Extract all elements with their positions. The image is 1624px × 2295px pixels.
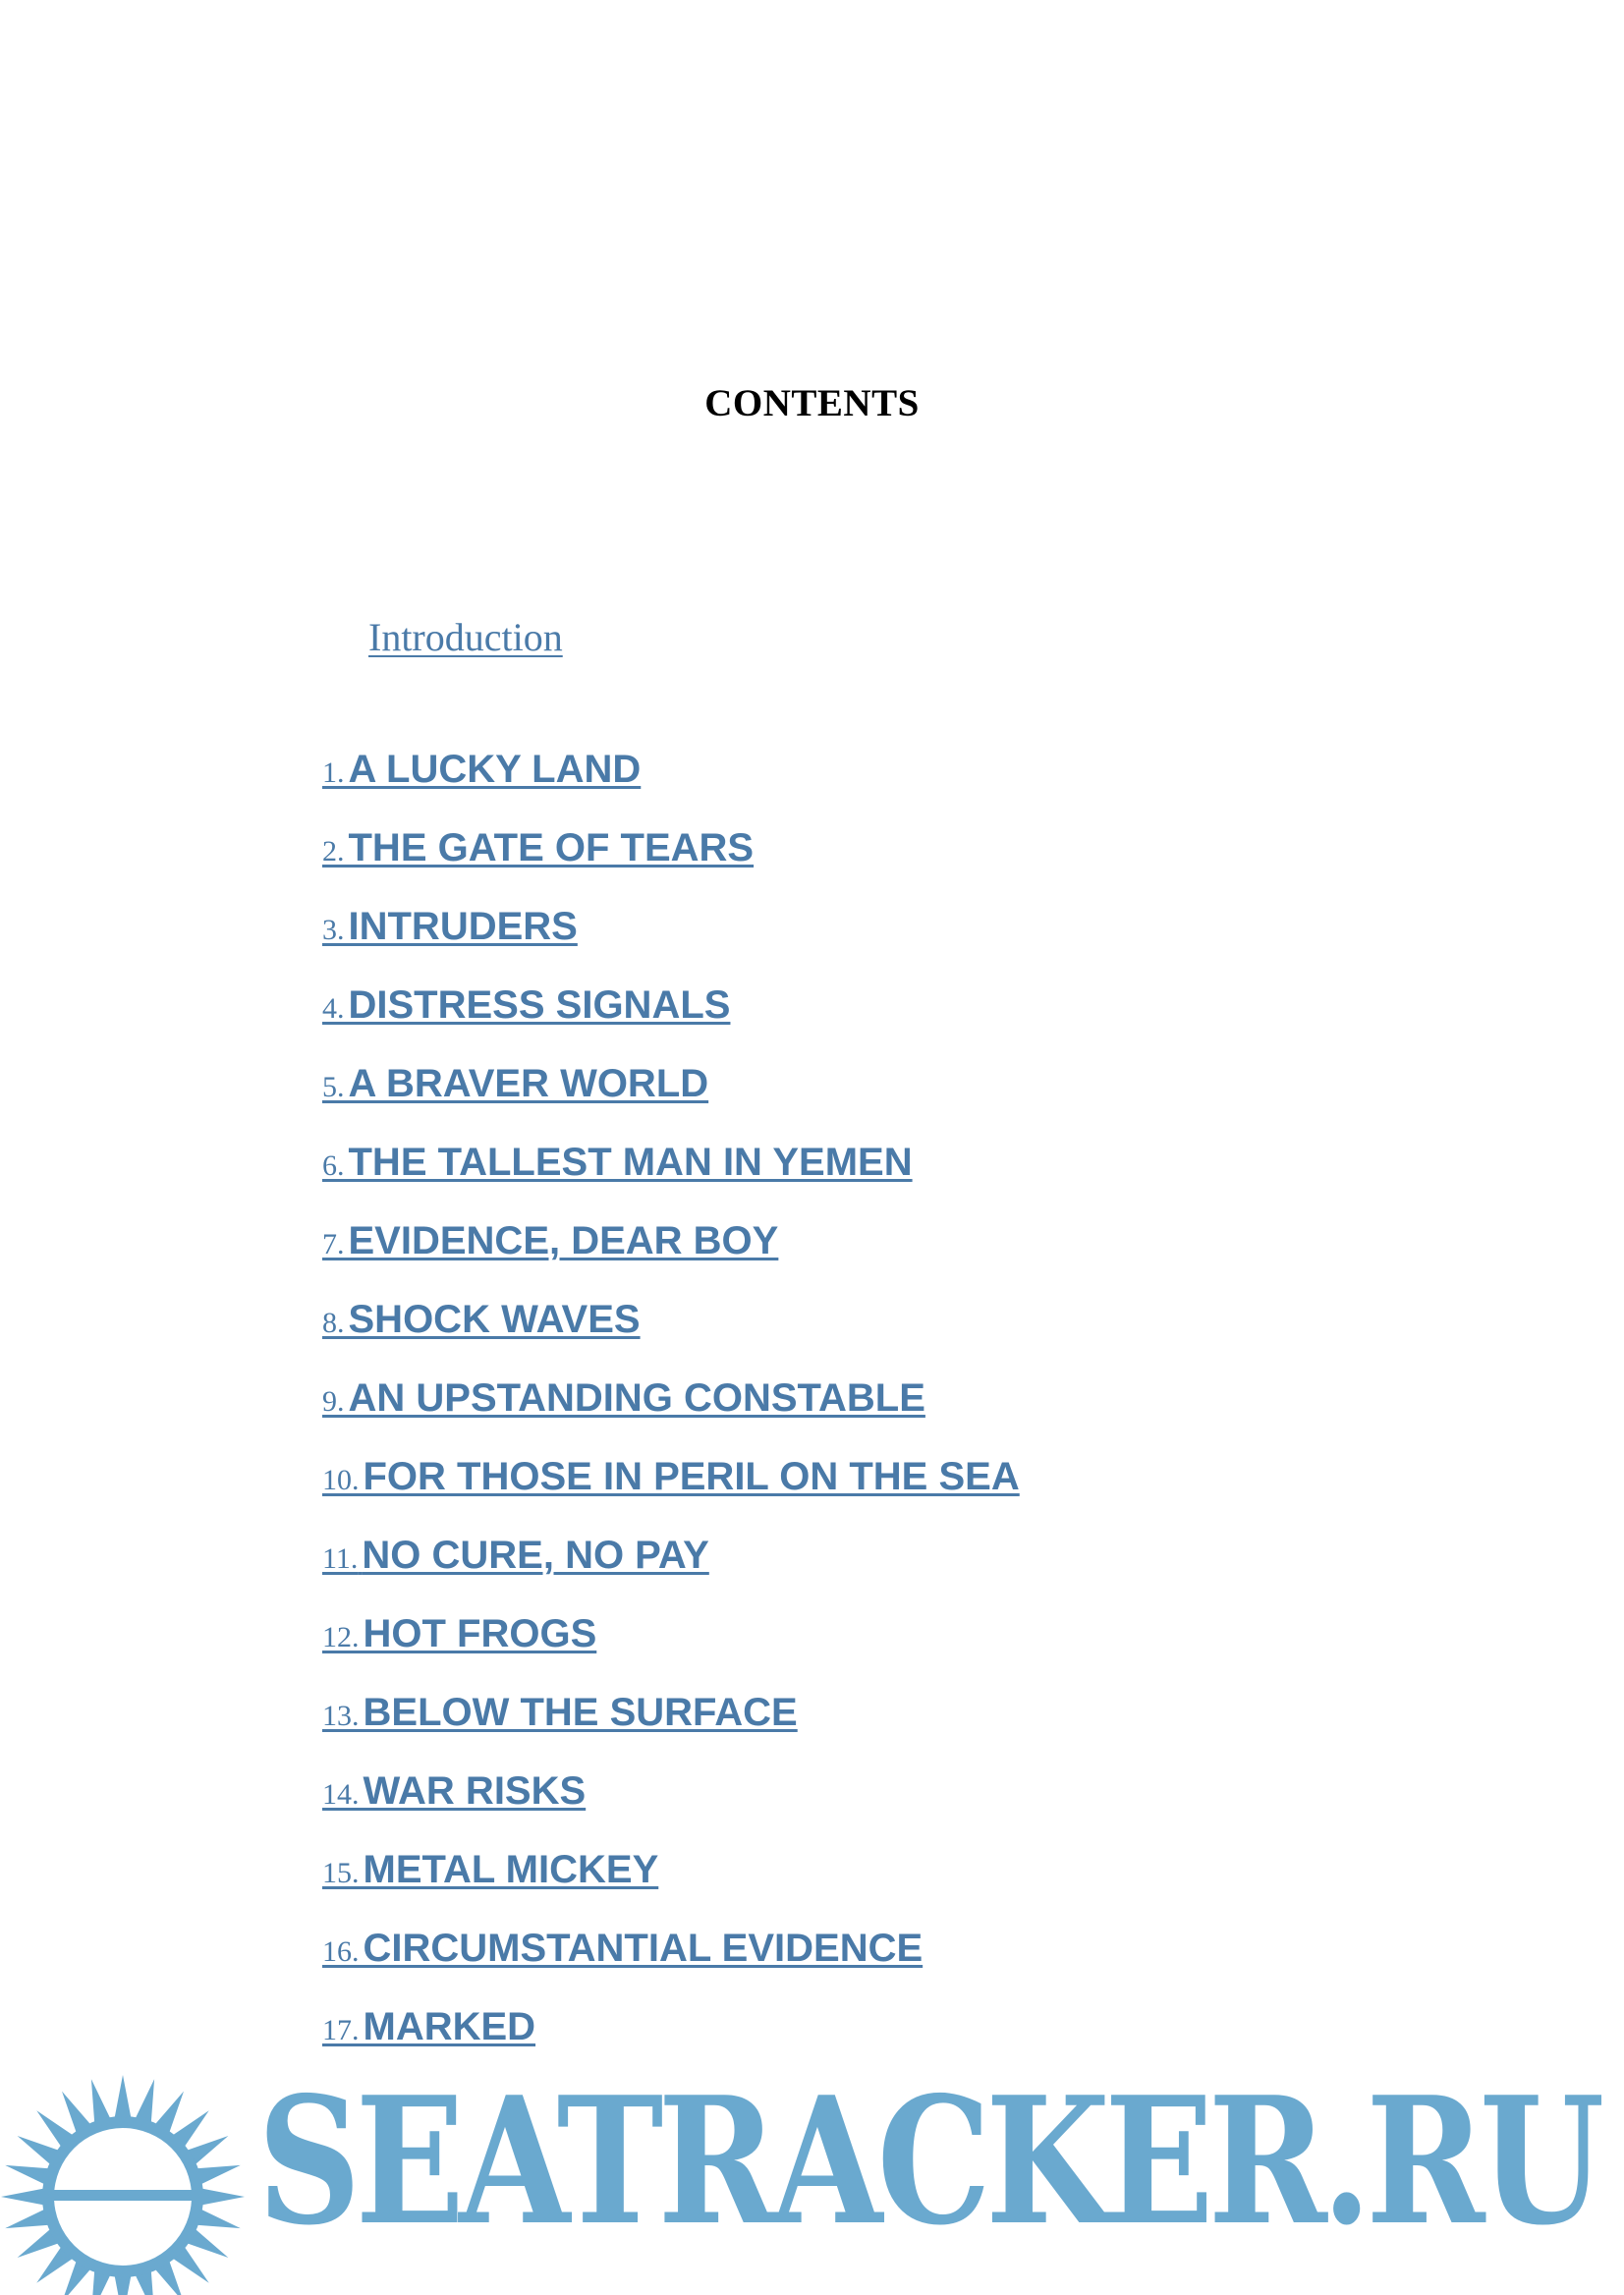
toc-link-chapter[interactable] (322, 1132, 1020, 1210)
toc-link-chapter[interactable] (322, 1682, 1020, 1761)
chapter-number: 8. (322, 1307, 345, 1339)
chapter-number: 11. (322, 1542, 359, 1575)
chapter-number: 17. (322, 2014, 360, 2046)
toc-link-chapter[interactable] (322, 1210, 1020, 1289)
toc-link-chapter[interactable] (322, 739, 1020, 817)
page-title: CONTENTS (704, 382, 920, 424)
chapter-number: 14. (322, 1778, 360, 1811)
chapter-number: 2. (322, 835, 345, 868)
chapter-number: 9. (322, 1385, 345, 1418)
chapter-title: HOT FROGS (363, 1612, 597, 1655)
chapter-title: NO CURE, NO PAY (362, 1534, 709, 1577)
chapter-title: SHOCK WAVES (348, 1298, 641, 1341)
chapter-number: 12. (322, 1621, 360, 1653)
toc-link-chapter[interactable] (322, 1446, 1020, 1525)
chapter-number: 16. (322, 1935, 360, 1968)
toc-link-chapter[interactable] (322, 975, 1020, 1053)
chapter-number: 1. (322, 756, 345, 789)
chapter-number: 13. (322, 1700, 360, 1732)
chapter-title: DISTRESS SIGNALS (348, 983, 731, 1027)
toc-link-chapter[interactable] (322, 817, 1020, 896)
toc-link-chapter[interactable] (322, 1918, 1020, 1996)
toc-link-chapter[interactable] (322, 896, 1020, 975)
chapter-number: 5. (322, 1071, 345, 1103)
chapter-title: EVIDENCE, DEAR BOY (348, 1219, 779, 1262)
chapter-title: WAR RISKS (363, 1769, 587, 1813)
chapter-number: 3. (322, 914, 345, 946)
chapter-number: 10. (322, 1464, 360, 1496)
toc-link-chapter[interactable] (322, 1289, 1020, 1368)
watermark-logo-text: SEATRACKER.RU (257, 2058, 1599, 2264)
chapter-title: BELOW THE SURFACE (363, 1691, 798, 1734)
chapter-number: 15. (322, 1857, 360, 1889)
toc-link-chapter[interactable] (322, 1053, 1020, 1132)
chapter-title: THE GATE OF TEARS (348, 826, 755, 869)
chapter-title: INTRUDERS (348, 905, 578, 948)
chapter-title: AN UPSTANDING CONSTABLE (348, 1376, 925, 1420)
chapter-title: FOR THOSE IN PERIL ON THE SEA (363, 1455, 1020, 1498)
chapter-title: METAL MICKEY (363, 1848, 659, 1891)
toc-link-chapter[interactable] (322, 1368, 1020, 1446)
chapter-number: 6. (322, 1149, 345, 1182)
chapter-title: A LUCKY LAND (348, 748, 642, 791)
chapter-number: 4. (322, 992, 345, 1025)
toc-link-introduction[interactable]: Introduction (368, 615, 563, 659)
toc-link-chapter[interactable] (322, 1603, 1020, 1682)
chapter-title: THE TALLEST MAN IN YEMEN (348, 1141, 913, 1184)
chapter-number: 7. (322, 1228, 345, 1260)
toc-link-chapter[interactable] (322, 1761, 1020, 1839)
toc-link-chapter[interactable] (322, 1525, 1020, 1603)
toc-link-chapter[interactable] (322, 1839, 1020, 1918)
chapter-title: A BRAVER WORLD (348, 1062, 709, 1105)
sun-over-sea-icon (0, 2067, 246, 2295)
chapter-title: CIRCUMSTANTIAL EVIDENCE (363, 1927, 924, 1970)
table-of-contents (322, 739, 1020, 2075)
chapter-title: MARKED (363, 2005, 536, 2048)
